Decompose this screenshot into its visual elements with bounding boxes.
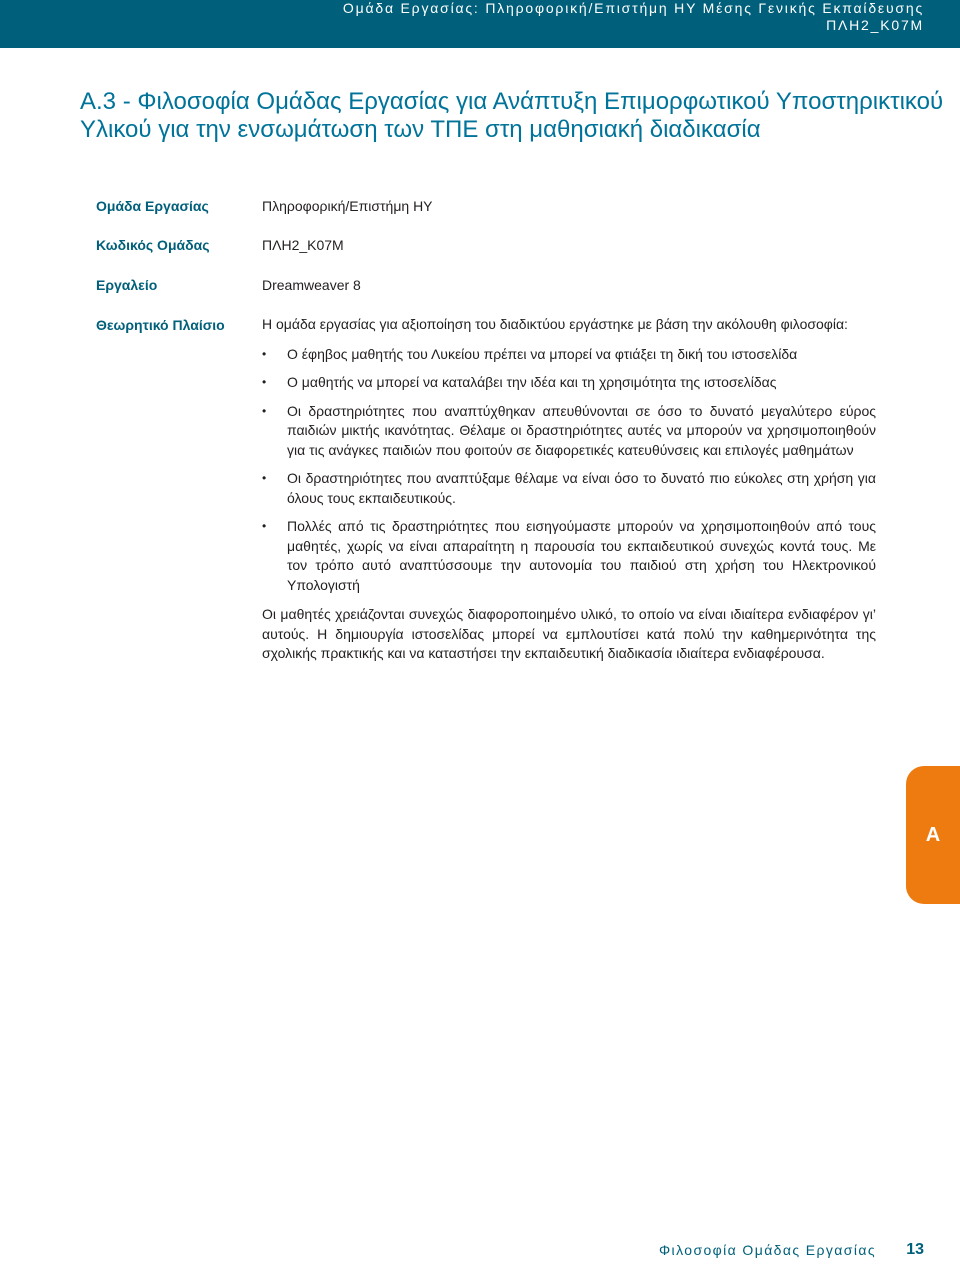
header-band bbox=[0, 0, 960, 48]
tool-value: Dreamweaver 8 bbox=[262, 277, 361, 293]
page-title-line-1: Α.3 - Φιλοσοφία Ομάδας Εργασίας για Ανάπτυξη Επιμορφωτικού Υποστηρικτικού bbox=[80, 88, 944, 115]
framework-closing: Οι μαθητές χρειάζονται συνεχώς διαφοροποιημένο υλικό, το οποίο να είναι ιδιαίτερα ενδιαφέρον γι’ αυτούς. Η δημιουργία ιστοσελίδας μπορεί να εμπλουτίσει κατά πολύ την καθημερινότητα της σχολικής πρακτικής και να καταστήσει την εκπαιδευτική διαδικασία ιδιαίτερα ενδιαφέρουσα. bbox=[262, 606, 876, 661]
group-label: Ομάδα Εργασίας bbox=[96, 198, 209, 214]
list-item bbox=[262, 517, 876, 595]
group-value: Πληροφορική/Επιστήμη ΗΥ bbox=[262, 198, 433, 214]
code-label: Κωδικός Ομάδας bbox=[96, 237, 210, 253]
bullet-icon: • bbox=[262, 471, 267, 485]
framework-content bbox=[262, 315, 876, 664]
list-item-text: Οι δραστηριότητες που αναπτύξαμε θέλαμε να είναι όσο το δυνατό πιο εύκολες στη χρήση για όλους τους εκπαιδευτικούς. bbox=[287, 470, 876, 506]
philosophy-list bbox=[262, 345, 876, 596]
code-value: ΠΛΗ2_Κ07Μ bbox=[262, 237, 344, 253]
section-tab-letter: Α bbox=[925, 823, 941, 846]
running-header-title: Ομάδα Εργασίας: Πληροφορική/Επιστήμη ΗΥ Μέσης Γενικής Εκπαίδευσης bbox=[342, 0, 924, 16]
framework-intro: Η ομάδα εργασίας για αξιοποίηση του διαδικτύου εργάστηκε με βάση την ακόλουθη φιλοσοφία: bbox=[262, 316, 848, 332]
section-tab bbox=[906, 766, 960, 904]
list-item-text: Οι δραστηριότητες που αναπτύχθηκαν απευθύνονται σε όσο το δυνατό μεγαλύτερο εύρος παιδιών μικτής ικανότητας. Θέλαμε οι δραστηριότητες αυτές να μπορούν να χρησιμοποιηθούν για τις ανάγκες παιδιών που φοιτούν σε διαφορετικές κατευθύνσεις και επιλογές μαθημάτων bbox=[287, 402, 876, 458]
framework-label: Θεωρητικό Πλαίσιο bbox=[96, 317, 225, 333]
bullet-icon: • bbox=[262, 403, 267, 418]
footer-section-title: Φιλοσοφία Ομάδας Εργασίας bbox=[658, 1242, 876, 1258]
bullet-icon: • bbox=[262, 375, 267, 389]
list-item-text: Ο μαθητής να μπορεί να καταλάβει την ιδέα και τη χρησιμότητα της ιστοσελίδας bbox=[287, 374, 777, 390]
list-item bbox=[262, 345, 876, 365]
page-title bbox=[80, 88, 944, 144]
tool-label: Εργαλείο bbox=[96, 277, 158, 293]
page-title-line-2: Υλικού για την ενσωμάτωση των ΤΠΕ στη μαθησιακή διαδικασία bbox=[80, 116, 761, 143]
list-item bbox=[262, 469, 876, 508]
list-item-text: Ο έφηβος μαθητής του Λυκείου πρέπει να μπορεί να φτιάξει τη δική του ιστοσελίδα bbox=[287, 345, 798, 362]
list-item bbox=[262, 402, 876, 461]
bullet-icon: • bbox=[262, 519, 267, 533]
running-header-code: ΠΛΗ2_Κ07Μ bbox=[826, 17, 924, 33]
list-item-text: Πολλές από τις δραστηριότητες που εισηγούμαστε μπορούν να χρησιμοποιηθούν από τους μαθητές, χωρίς να είναι απαραίτητη η παρουσία του εκπαιδευτικού συνεχώς κοντά τους. Με τον τρόπο αυτό αναπτύσσουμε την αυτονομία του παιδιού στη χρήση του Ηλεκτρονικού Υπολογιστή bbox=[287, 518, 876, 593]
list-item bbox=[262, 373, 876, 393]
bullet-icon: • bbox=[262, 346, 267, 361]
page-number: 13 bbox=[906, 1241, 924, 1258]
